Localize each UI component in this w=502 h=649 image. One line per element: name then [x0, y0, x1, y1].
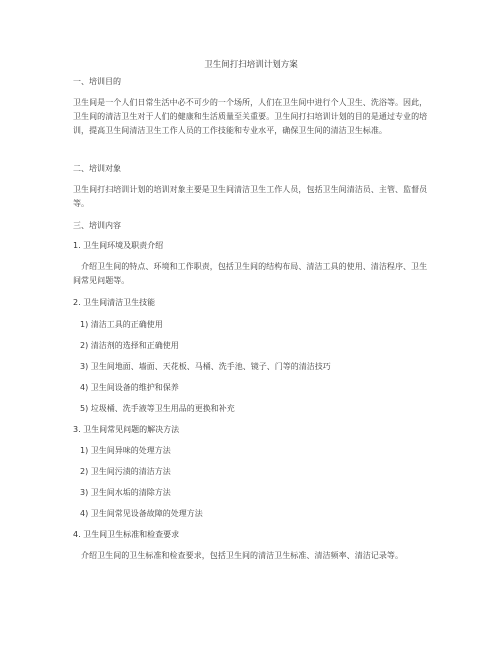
section-2-body: 卫生间打扫培训计划的培训对象主要是卫生间清洁卫生工作人员，包括卫生间清洁员、主管、监督员等。 — [73, 185, 428, 208]
list-item: 4) 卫生间常见设备故障的处理方法 — [80, 509, 203, 518]
list-item: 3) 卫生间水垢的清除方法 — [80, 488, 171, 497]
list-item: 2) 卫生间污渍的清洁方法 — [80, 467, 171, 476]
list-item: 1) 清洁工具的正确使用 — [80, 320, 163, 329]
list-item: 4) 卫生间设备的维护和保养 — [80, 383, 179, 392]
item-4-heading: 4. 卫生间卫生标准和检查要求 — [73, 530, 180, 539]
item-4-body: 介绍卫生间的卫生标准和检查要求，包括卫生间的清洁卫生标准、清洁频率、清洁记录等。 — [81, 551, 403, 560]
section-3-heading: 三、培训内容 — [73, 221, 121, 230]
item-2-heading: 2. 卫生间清洁卫生技能 — [73, 298, 156, 307]
document-title: 卫生间打扫培训计划方案 — [204, 60, 298, 70]
item-3-heading: 3. 卫生间常见问题的解决方法 — [73, 425, 180, 434]
list-item: 2) 清洁剂的选择和正确使用 — [80, 341, 179, 350]
section-1-heading: 一、培训目的 — [73, 77, 121, 86]
section-2-heading: 二、培训对象 — [73, 164, 121, 173]
list-item: 3) 卫生间地面、墙面、天花板、马桶、洗手池、镜子、门等的清洁技巧 — [80, 362, 331, 371]
section-1-body: 卫生间是一个人们日常生活中必不可少的一个场所，人们在卫生间中进行个人卫生、洗浴等。因此，卫生间的清洁卫生对于人们的健康和生活质量至关重要。卫生间打扫培训计划的目的是通过专业的培训，提高卫生间清洁卫生工作人员的工作技能和专业水平，确保卫生间的清洁卫生标准。 — [73, 98, 428, 135]
list-item: 5) 垃圾桶、洗手液等卫生用品的更换和补充 — [80, 404, 235, 413]
item-1-body: 介绍卫生间的特点、环境和工作职责，包括卫生间的结构布局、清洁工具的使用、清洁程序、卫生间常见问题等。 — [73, 262, 428, 285]
item-1-heading: 1. 卫生间环境及职责介绍 — [73, 241, 164, 250]
list-item: 1) 卫生间异味的处理方法 — [80, 446, 171, 455]
